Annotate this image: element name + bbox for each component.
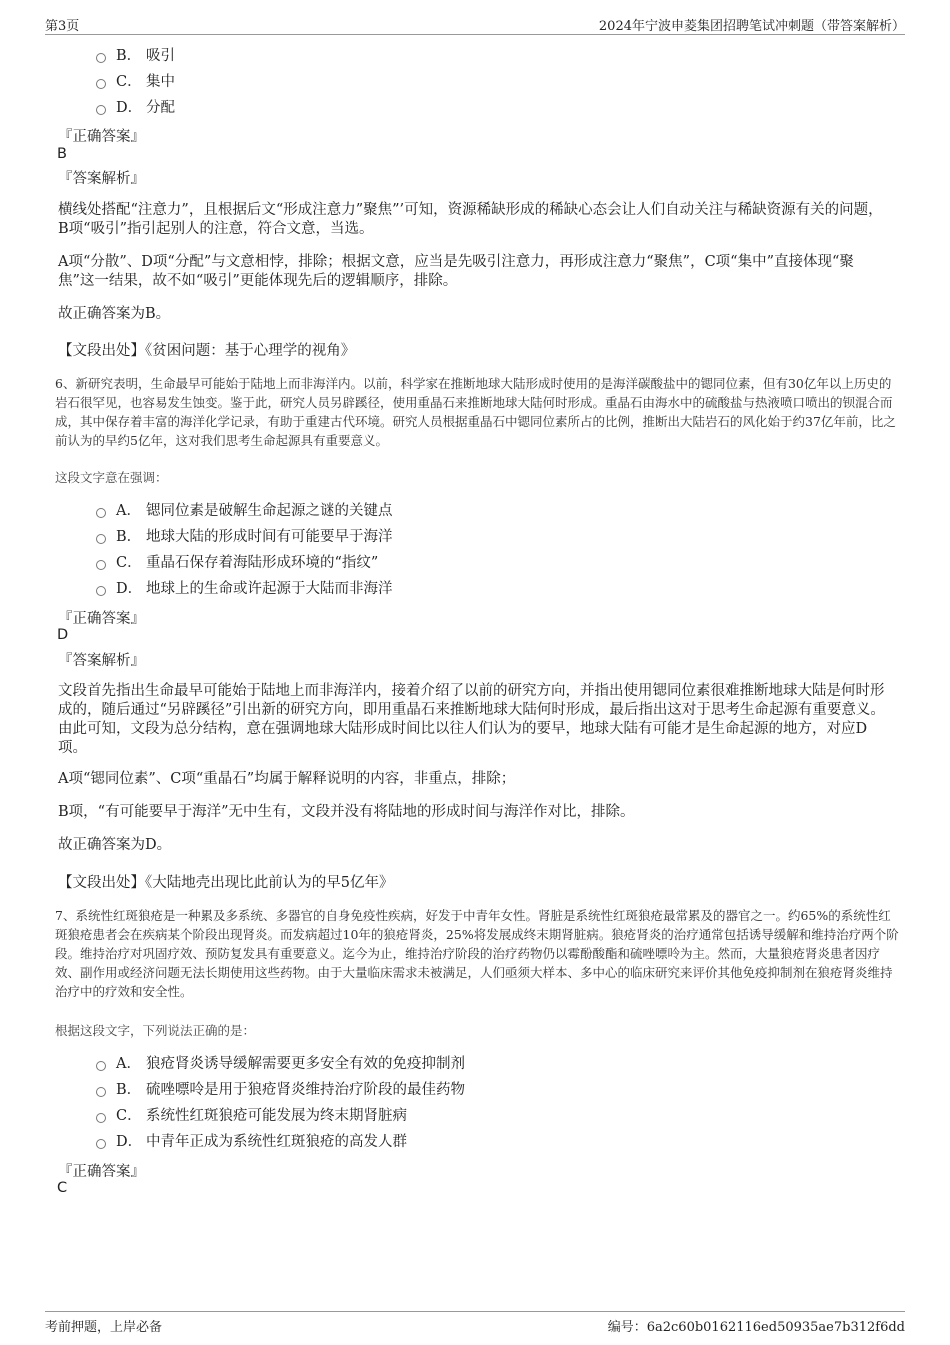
q5-option-b[interactable]: B． 吸引 [96, 45, 175, 67]
radio-icon[interactable] [96, 534, 106, 544]
q5-analysis-label: 『答案解析』 [58, 171, 145, 187]
q6-option-b[interactable]: B． 地球大陆的形成时间有可能要早于海洋 [96, 526, 393, 548]
page-header [45, 12, 905, 35]
q6-answer: D [57, 627, 69, 643]
q6-analysis-label: 『答案解析』 [58, 653, 145, 669]
footer-slogan: 考前押题，上岸必备 [45, 1320, 163, 1335]
q6-analysis-4: 故正确答案为D。 [58, 837, 172, 853]
radio-icon[interactable] [96, 1061, 106, 1071]
q6-option-c[interactable]: C． 重晶石保存着海陆形成环境的“指纹” [96, 552, 378, 574]
radio-icon[interactable] [96, 105, 106, 115]
radio-icon[interactable] [96, 53, 106, 63]
radio-icon[interactable] [96, 1113, 106, 1123]
radio-icon[interactable] [96, 1139, 106, 1149]
q5-option-c[interactable]: C． 集中 [96, 71, 175, 93]
q7-option-d[interactable]: D． 中青年正成为系统性红斑狼疮的高发人群 [96, 1131, 407, 1153]
q5-option-d[interactable]: D． 分配 [96, 97, 175, 119]
q7-prompt: 根据这段文字，下列说法正确的是： [55, 1023, 256, 1038]
q7-answer-label: 『正确答案』 [58, 1164, 145, 1180]
q5-answer-label: 『正确答案』 [58, 129, 145, 145]
document-title: 2024年宁波申菱集团招聘笔试冲刺题（带答案解析） [598, 19, 905, 34]
radio-icon[interactable] [96, 79, 106, 89]
q6-answer-label: 『正确答案』 [58, 611, 145, 627]
q7-option-a[interactable]: A． 狼疮肾炎诱导缓解需要更多安全有效的免疫抑制剂 [96, 1053, 465, 1075]
q7-answer: C [57, 1180, 68, 1196]
q5-analysis-2: A项“分散”、D项“分配”与文意相悖，排除；根据文意，应当是先吸引注意力，再形成注意力“聚焦”，C项“集中”直接体现“聚焦”这一结果，故不如“吸引”更能体现先后的逻辑顺序，排除。 [58, 254, 854, 289]
q7-option-b[interactable]: B． 硫唑嘌呤是用于狼疮肾炎维持治疗阶段的最佳药物 [96, 1079, 465, 1101]
radio-icon[interactable] [96, 1087, 106, 1097]
q5-analysis-3: 故正确答案为B。 [58, 306, 171, 322]
radio-icon[interactable] [96, 586, 106, 596]
q6-prompt: 这段文字意在强调： [55, 470, 168, 485]
q6-analysis-2: A项“锶同位素”、C项“重晶石”均属于解释说明的内容，非重点，排除； [58, 771, 516, 787]
q7-option-c[interactable]: C． 系统性红斑狼疮可能发展为终末期肾脏病 [96, 1105, 407, 1127]
document-code: 编号：6a2c60b0162116ed50935ae7b312f6dd [607, 1320, 905, 1335]
q5-answer: B [57, 146, 67, 162]
q6-analysis-3: B项，“有可能要早于海洋”无中生有，文段并没有将陆地的形成时间与海洋作对比，排除。 [58, 804, 635, 820]
q7-question: 7、系统性红斑狼疮是一种累及多系统、多器官的自身免疫性疾病，好发于中青年女性。肾脏是系统性红斑狼疮最常累及的器官之一。约65%的系统性红斑狼疮患者会在疾病某个阶段出现肾炎。而发病超过10年的狼疮肾炎，25%将发展成终末期肾脏病。狼疮肾炎的治疗通常包括诱导缓解和维持治疗两个阶段。维持治疗对巩固疗效、预防复发具有重要意义。迄今为止，维持治疗阶段的治疗药物仍以霉酚酸酯和硫唑嘌呤为主。然而，大量狼疮肾炎患者因疗效、副作用或经济问题无法长期使用这些药物。由于大量临床需求未被满足，人们亟须大样本、多中心的临床研究来评价其他免疫抑制剂在狼疮肾炎维持治疗中的疗效和安全性。 [55, 908, 899, 999]
q5-source: 【文段出处】《贫困问题：基于心理学的视角》 [58, 343, 356, 359]
page-number: 第3页 [45, 19, 80, 34]
q6-question: 6、新研究表明，生命最早可能始于陆地上而非海洋内。以前，科学家在推断地球大陆形成时使用的是海洋碳酸盐中的锶同位素，但有30亿年以上历史的岩石很罕见，也容易发生蚀变。鉴于此，研究人员另辟蹊径，使用重晶石来推断地球大陆何时形成。重晶石由海水中的硫酸盐与热液喷口喷出的钡混合而成，其中保存着丰富的海洋化学记录，有助于重建古代环境。研究人员根据重晶石中锶同位素所占的比例，推断出大陆岩石的风化始于约37亿年前，比之前认为的早约5亿年，这对我们思考生命起源具有重要意义。 [55, 376, 896, 448]
radio-icon[interactable] [96, 508, 106, 518]
q6-option-d[interactable]: D． 地球上的生命或许起源于大陆而非海洋 [96, 578, 393, 600]
page-footer [45, 1311, 905, 1336]
q6-source: 【文段出处】《大陆地壳出现比此前认为的早5亿年》 [58, 875, 394, 891]
q6-analysis-1: 文段首先指出生命最早可能始于陆地上而非海洋内，接着介绍了以前的研究方向，并指出使用锶同位素很难推断地球大陆是何时形成的，随后通过“另辟蹊径”引出新的研究方向，即用重晶石来推断地球大陆何时形成，最后指出这对于思考生命起源有重要意义。由此可知，文段为总分结构，意在强调地球大陆形成时间比以往人们认为的要早，地球大陆有可能才是生命起源的地方，对应D项。 [58, 683, 885, 756]
q6-option-a[interactable]: A． 锶同位素是破解生命起源之谜的关键点 [96, 500, 393, 522]
radio-icon[interactable] [96, 560, 106, 570]
q5-analysis-1: 横线处搭配“注意力”，且根据后文“形成注意力”聚焦”’可知，资源稀缺形成的稀缺心态会让人们自动关注与稀缺资源有关的问题，B项“吸引”指引起别人的注意，符合文意，当选。 [58, 202, 883, 237]
